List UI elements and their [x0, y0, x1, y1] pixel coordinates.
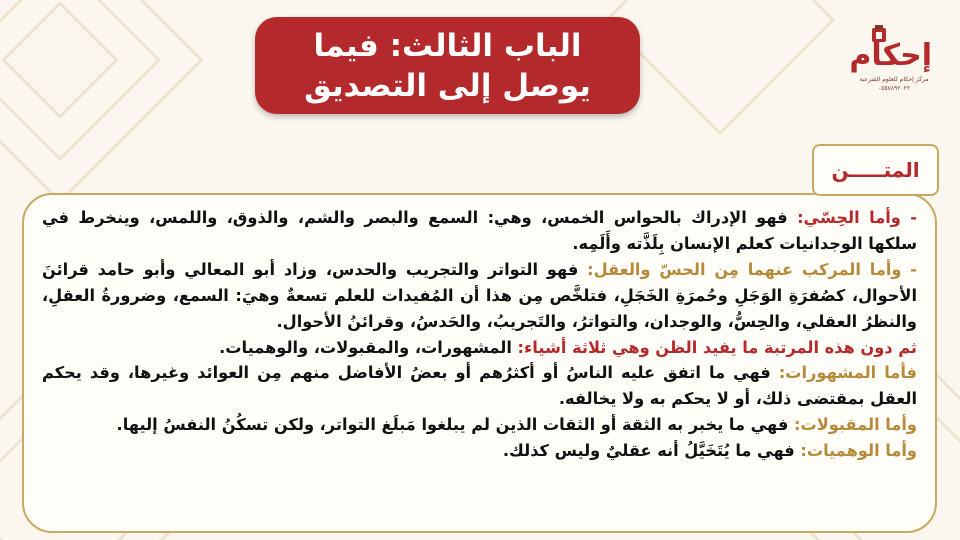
- paragraph-body: المشهورات، والمقبولات، والوهميات.: [219, 337, 518, 357]
- logo-phone: ٠٥٥٧٨٩٢٠٢٢: [877, 85, 911, 92]
- paragraph-imaginary: [42, 438, 917, 464]
- paragraph-compound: [42, 257, 917, 335]
- text-panel: [22, 193, 937, 533]
- paragraph-opinion: [42, 335, 917, 361]
- paragraph-lead: ثم دون هذه المرتبة ما يفيد الظن وهي ثلاثة أشياء:: [517, 337, 917, 357]
- paragraph-accepted: [42, 412, 917, 438]
- paragraph-body: فهي ما يخبر به الثقة أو الثقات الذين لم يبلغوا مَبلَغ التواتر، ولكن تسكُنُ النفسُ إليها.: [116, 415, 794, 435]
- paragraph-body: فهو الإدراك بالحواس الخمس، وهي: السمع والبصر والشم، والذوق، واللمس، وينخرط في سلكها الوجدانيات كعلم الإنسان بِلَذَّته وأَلَمِه.: [42, 208, 917, 253]
- paragraph-lead: فأما المشهورات:: [778, 363, 918, 383]
- section-label: المتـــــن: [812, 144, 939, 196]
- paragraph-lead: وأما المقبولات:: [793, 415, 917, 435]
- title-line-2: يوصل إلى التصديق: [304, 67, 591, 104]
- paragraph-body: فهي ما يُتَخَيَّلُ أنه عقليٌ وليس كذلك.: [502, 441, 801, 461]
- paragraph-body: فهي ما اتفق عليه الناسُ أو أكثرُهم أو بعضُ الأفاضل منهم مِن العوائد وغيرها، وقد يحكم العقل بمقتضى ذلك، أو لا يحكم به ولا يخالفه.: [42, 363, 917, 409]
- paragraph-lead: وأما الوهميات:: [800, 441, 917, 461]
- title-line-1: الباب الثالث: فيما: [313, 27, 582, 64]
- paragraph-famous: [42, 360, 917, 412]
- paragraph-body: فهو التواتر والتجريب والحدس، وزاد أبو المعالي وأبو حامد قرائنَ الأحوال، كصُفرَةِ الوَجَلِ وحُمرَةِ الخَجَلِ، فتلخَّص مِن هذا أن المُفيدات للعلم تسعةٌ وهيَ: السمع، وضرورةُ العقلِ، والنظرُ العقلي، والحِسُّ، والوجدان، والتواترُ، والتَجريبُ، والحَدسُ، وقرائنُ الأحوال.: [42, 259, 917, 331]
- logo: [849, 24, 932, 94]
- text-content: [42, 205, 917, 464]
- logo-subtitle: مركز إحكام للعلوم الشرعية: [859, 76, 929, 83]
- paragraph-sensory: [42, 205, 917, 257]
- paragraph-lead: - وأما المركب عنهما مِن الحسّ والعقل:: [587, 259, 917, 279]
- logo-text: إحكام: [849, 38, 932, 73]
- slide-title: [255, 17, 640, 114]
- paragraph-lead: - وأما الحِسّي:: [797, 208, 917, 227]
